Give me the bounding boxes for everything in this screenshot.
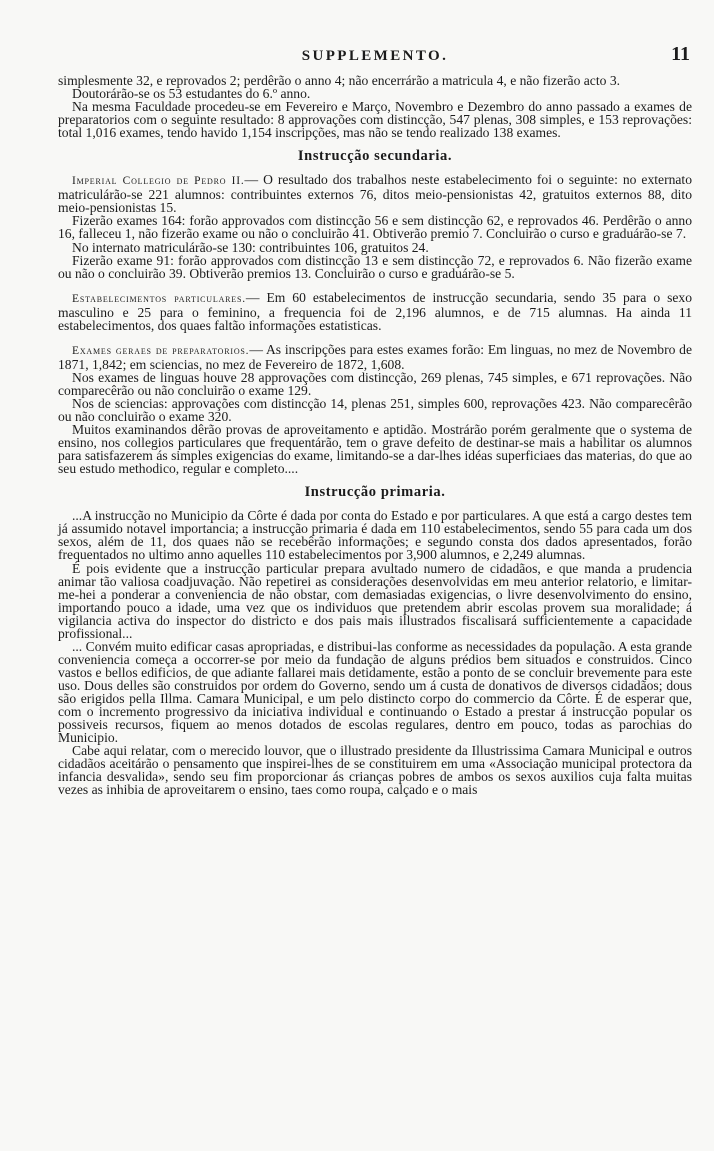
paragraph-internato: No internato matriculárão-se 130: contribuintes 106, gratuitos 24.	[72, 239, 429, 255]
paragraph-primary-2: É pois evidente que a instrucção particular prepara avultado numero de cidadãos, e que manda a prudencia animar tão valiosa coadjuvação. Não repetirei as considerações desenvolvidas em meu anterior relatorio, e limitar-me-hei a ponderar a conveniencia de não obstar, com demasiadas exigencias, o livre desenvolvimento do ensino, importando pouco a idade, uma vez que os individuos que pretendem abrir escolas provem sua moralidade; á vigilancia activa do inspector do districto e dos pais mais illustrados fiscalisará sufficientemente a capacidade profissional...	[58, 560, 692, 641]
paragraph-external-exams: Fizerão exames 164: forão approvados com distincção 56 e sem distincção 62, e reprovados 46. Perdêrão o anno 16, falleceu 1, não fizerão exame ou não o concluirão 41. Obtiverão premio 7. Concluirão o curso e graduárão-se 7.	[58, 213, 692, 242]
paragraph-language-exams: Nos exames de linguas houve 28 approvações com distincção, 269 plenas, 745 simples, e 671 reprovações. Não comparecêrão ou não concluirão o exame 129.	[58, 369, 692, 398]
imperial-text: — O resultado dos trabalhos neste estabelecimento foi o seguinte: no externato matriculárão-se 221 alumnos: contribuintes externos 76, ditos meio-pensionistas 42, gratuitos externos 88, dito meio-pensionistas 15.	[58, 172, 693, 216]
paragraph-preparatory-exams: Na mesma Faculdade procedeu-se em Fevereiro e Março, Novembro e Dezembro do anno passado a exames de preparatorios com o seguinte resultado: 8 approvações com distincção, 547 plenas, 308 simples, e 153 reprovações: total 1,016 exames, tendo havido 1,154 inscripções, mas não se tendo realizado 138 exames.	[58, 99, 692, 141]
paragraph-doctorates: Doutorárão-se os 53 estudantes do 6.º anno.	[72, 86, 311, 102]
paragraph-general-exams	[58, 343, 692, 371]
page-number: 11	[671, 43, 690, 65]
paragraph-supplement-continued: simplesmente 32, e reprovados 2; perdêrão o anno 4; não encerrárão a matricula 4, e não fizerão acto 3.	[58, 73, 621, 88]
running-title: SUPPLEMENTO.	[301, 48, 449, 64]
paragraph-primary-3: ... Convém muito edificar casas apropriadas, e distribui-las conforme as necessidades da população. A esta grande conveniencia começa a occorrer-se por meio da fundação de alguns prédios bem situados e construidos. Cinco vastos e bellos edificios, de que adiante fallarei mais detidamente, estão a ponto de se concluir brevemente para este uso. Dous delles são construidos por ordem do Governo, sendo um á custa de donativos de diversos cidadãos; dous são erigidos pella Illma. Camara Municipal, e um pelo distincto corpo do commercio da Côrte. É de esperar que, com o incremento progressivo da iniciativa individual e continuando o Estado a prestar á instrucção popular os possiveis recursos, fiquem ao menos dotados de escolas regulares, dentro em pouco, todas as parochias do Municipio.	[58, 638, 692, 746]
paragraph-many-candidates: Muitos examinandos dêrão provas de aproveitamento e aptidão. Mostrárão porém geralmente que o systema de ensino, nos collegios particulares que frequentárão, tem o grave defeito de destinar-se mais a habilitar os alumnos para satisfazerem ás simples exigencias do exame, limitando-se a dar-lhes idéas superficiaes das materias, do que ao seu estudo methodico, regular e completo....	[58, 422, 692, 477]
running-header	[58, 43, 692, 74]
private-text: — Em 60 estabelecimentos de instrucção secundaria, sendo 35 para o sexo masculino e 25 para o feminino, a frequencia foi de 2,196 alumnos, e de 715 alumnas. Ha ainda 11 estabelecimentos, dos quaes faltão informações estatisticas.	[58, 289, 692, 333]
run-in-heading-private: Estabelecimentos particulares.	[72, 292, 246, 305]
section-heading-secondary: Instrucção secundaria.	[297, 148, 453, 165]
paragraph-primary-4: Cabe aqui relatar, com o merecido louvor, que o illustrado presidente da Illustrissima Camara Municipal e outros cidadãos aceitárão o pensamento que inspirei-lhes de se constituirem em uma «Associação municipal protectora da infancia desvalida», sendo seu fim proporcionar ás crianças pobres de ambos os sexos auxilios cuja falta muitas vezes as inhibia de aproveitarem o ensino, taes como roupa, calçado e o mais	[58, 743, 692, 798]
paragraph-imperial-collegio	[58, 173, 692, 214]
exams-text: — As inscripções para estes exames forão: Em linguas, no mez de Novembro de 1871, 1,842; em sciencias, no mez de Fevereiro de 1872, 1,608.	[58, 341, 692, 372]
run-in-heading-imperial: Imperial Collegio de Pedro II.	[72, 175, 245, 188]
run-in-heading-exams: Exames geraes de preparatorios.	[72, 344, 250, 357]
paragraph-private-establishments	[58, 291, 692, 332]
paragraph-science-exams: Nos de sciencias: approvações com distincção 14, plenas 251, simples 600, reprovações 423. Não comparecêrão ou não concluirão o exame 320.	[58, 395, 692, 425]
paragraph-primary-1: ...A instrucção no Municipio da Côrte é dada por conta do Estado e por particulares. A que está a cargo destes tem já assumido notavel importancia; a instrucção primaria é dada em 110 estabelecimentos, sendo 55 para cada um dos sexos, além de 11, dos quaes não se recebêrão informações; e segundo consta dos dados apresentados, forão frequentados no ultimo anno aquelles 110 estabelecimentos por 3,900 alumnos, e 2,249 alumnas.	[58, 508, 692, 563]
section-heading-primary: Instrucção primaria.	[304, 484, 446, 501]
paragraph-internal-exams: Fizerão exame 91: forão approvados com distincção 13 e sem distincção 72, e reprovados 6. Não fizerão exame ou não o concluirão 39. Obtiverão premios 13. Concluirão o curso e graduárão-se 5.	[58, 252, 692, 281]
